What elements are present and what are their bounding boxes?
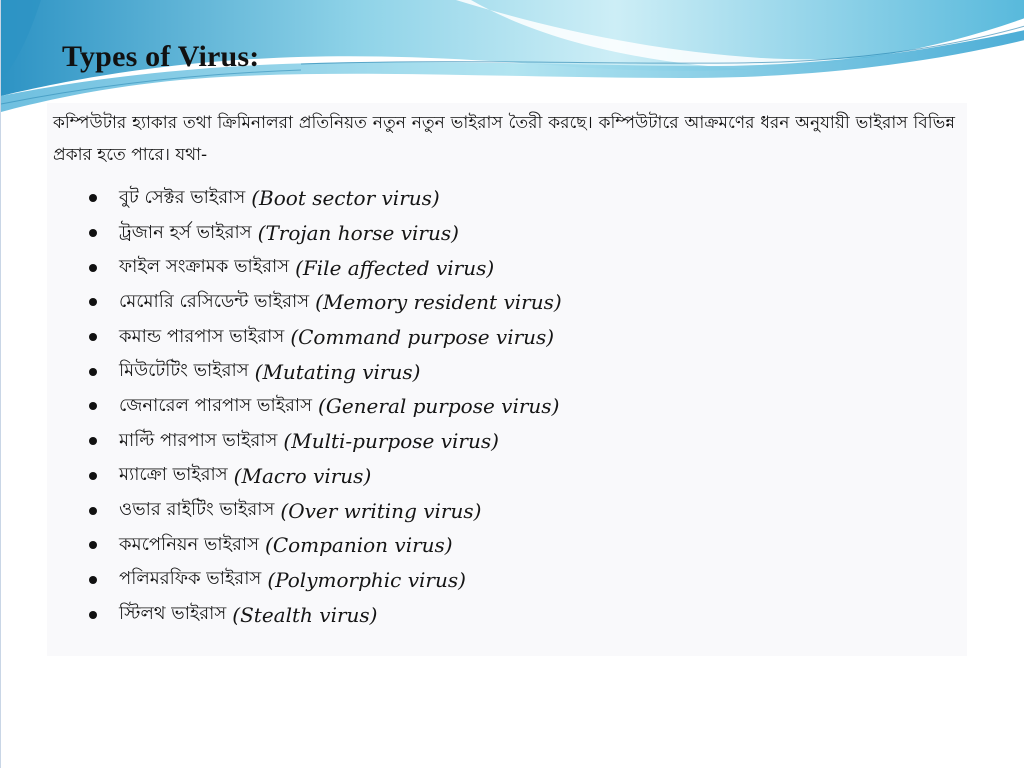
virus-name-english: (Multi-purpose virus) [283, 429, 499, 454]
virus-name-bengali: ওভার রাইটিং ভাইরাস [119, 499, 275, 521]
virus-name-bengali: কমপেনিয়ন ভাইরাস [119, 533, 260, 555]
virus-name-english: (Polymorphic virus) [267, 567, 466, 592]
bullet-icon [89, 437, 97, 445]
list-item [89, 424, 955, 459]
virus-name-bengali: মিউটেটিং ভাইরাস [119, 360, 249, 382]
bullet-icon [89, 229, 97, 237]
bullet-icon [89, 333, 97, 341]
list-item [89, 320, 955, 355]
virus-type-list [53, 181, 955, 632]
virus-name-english: (Boot sector virus) [251, 186, 440, 211]
bullet-icon [89, 576, 97, 584]
virus-name-english: (Stealth virus) [232, 602, 378, 627]
virus-name-english: (File affected virus) [295, 255, 495, 280]
virus-name-bengali: মাল্টি পারপাস ভাইরাস [119, 429, 278, 451]
virus-name-english: (Over writing virus) [280, 498, 482, 523]
virus-name-english: (Command purpose virus) [290, 325, 555, 350]
bullet-icon [89, 541, 97, 549]
list-item [89, 216, 955, 251]
list-item [89, 563, 955, 598]
bullet-icon [89, 472, 97, 480]
intro-paragraph: কম্পিউটার হ্যাকার তথা ক্রিমিনালরা প্রতিনিয়ত নতুন নতুন ভাইরাস তৈরী করছে। কম্পিউটারে আক্রমণের ধরন অনুযায়ী ভাইরাস বিভিন্ন প্রকার হতে পারে। যথা- [53, 113, 955, 165]
list-item [89, 493, 955, 528]
bullet-icon [89, 264, 97, 272]
virus-name-bengali: জেনারেল পারপাস ভাইরাস [119, 394, 313, 416]
virus-name-bengali: ট্রজান হর্স ভাইরাস [119, 221, 252, 243]
content-panel [47, 103, 967, 656]
virus-name-english: (Macro virus) [233, 463, 372, 488]
list-item [89, 597, 955, 632]
list-item [89, 528, 955, 563]
list-item [89, 181, 955, 216]
bullet-icon [89, 611, 97, 619]
list-item [89, 285, 955, 320]
virus-name-bengali: ম্যাক্রো ভাইরাস [119, 464, 228, 486]
bullet-icon [89, 298, 97, 306]
virus-name-bengali: মেমোরি রেসিডেন্ট ভাইরাস [119, 290, 310, 312]
virus-name-bengali: পলিমরফিক ভাইরাস [119, 568, 262, 590]
virus-name-bengali: স্টিলথ ভাইরাস [119, 603, 227, 625]
virus-name-english: (Companion virus) [265, 533, 453, 558]
list-item [89, 459, 955, 494]
virus-name-english: (Memory resident virus) [315, 290, 562, 315]
virus-name-bengali: কমান্ড পারপাস ভাইরাস [119, 325, 285, 347]
bullet-icon [89, 194, 97, 202]
bullet-icon [89, 507, 97, 515]
virus-name-bengali: ফাইল সংক্রামক ভাইরাস [119, 256, 290, 278]
slide-title: Types of Virus: [62, 40, 260, 73]
list-item [89, 389, 955, 424]
bullet-icon [89, 402, 97, 410]
virus-name-english: (Trojan horse virus) [257, 221, 459, 246]
list-item [89, 354, 955, 389]
bullet-icon [89, 368, 97, 376]
virus-name-english: (General purpose virus) [318, 394, 560, 419]
list-item [89, 250, 955, 285]
virus-name-english: (Mutating virus) [254, 359, 421, 384]
virus-name-bengali: বুট সেক্টর ভাইরাস [119, 186, 246, 208]
